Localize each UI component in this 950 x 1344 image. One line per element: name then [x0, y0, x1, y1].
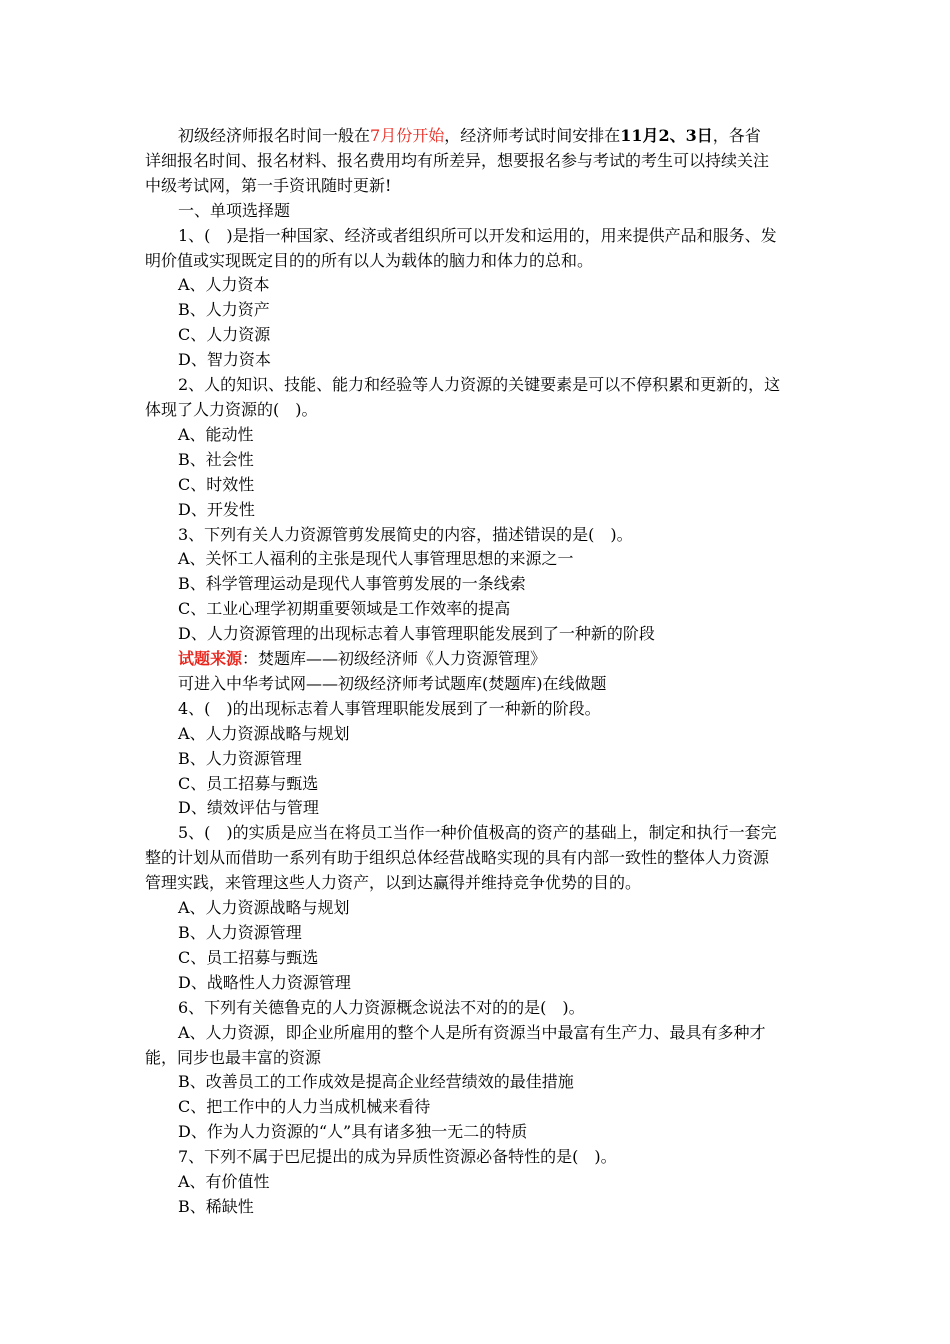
intro-text: ，各省	[712, 126, 761, 145]
intro-line-1	[145, 124, 807, 149]
question-3-option-d: D、人力资源管理的出现标志着人事管理职能发展到了一种新的阶段	[178, 624, 655, 644]
question-1-option-b: B、人力资产	[178, 300, 270, 320]
question-6-option-d: D、作为人力资源的“人”具有诸多独一无二的特质	[178, 1122, 528, 1142]
source-label: 试题来源	[178, 649, 243, 669]
question-5-stem-cont: 管理实践，来管理这些人力资产，以到达赢得并维持竞争优势的目的。	[145, 873, 642, 893]
question-2-option-c: C、时效性	[178, 474, 255, 494]
question-5-option-a: A、人力资源战略与规划	[178, 898, 350, 918]
intro-line-2: 详细报名时间、报名材料、报名费用均有所差异，想要报名参与考试的考生可以持续关注	[145, 150, 770, 170]
intro-text: ，经济师考试时间安排在	[444, 126, 621, 145]
question-3-option-b: B、科学管理运动是现代人事管剪发展的一条线索	[178, 574, 526, 594]
question-6-stem: 6、下列有关德鲁克的人力资源概念说法不对的的是( )。	[178, 997, 585, 1017]
question-6-option-a: A、人力资源，即企业所雇用的整个人是所有资源当中最富有生产力、最具有多种才	[178, 1022, 766, 1042]
question-2-stem: 2、人的知识、技能、能力和经验等人力资源的关键要素是可以不停积累和更新的，这	[178, 375, 781, 395]
question-7-option-a: A、有价值性	[178, 1172, 270, 1192]
question-3-option-a: A、关怀工人福利的主张是现代人事管理思想的来源之一	[178, 549, 574, 569]
question-4-option-a: A、人力资源战略与规划	[178, 723, 350, 743]
source-link-line: 可进入中华考试网——初级经济师考试题库(焚题库)在线做题	[178, 673, 607, 693]
intro-text: 初级经济师报名时间一般在	[178, 126, 371, 145]
intro-highlight-date: 7月份开始	[370, 126, 445, 145]
question-4-stem: 4、( )的出现标志着人事管理职能发展到了一种新的阶段。	[178, 698, 601, 718]
question-1-option-a: A、人力资本	[178, 275, 270, 295]
question-5-option-b: B、人力资源管理	[178, 923, 302, 942]
question-5-stem: 5、( )的实质是应当在将员工当作一种价值极高的资产的基础上，制定和执行一套完	[178, 823, 777, 843]
question-5-stem-cont: 整的计划从而借助一系列有助于组织总体经营战略实现的具有内部一致性的整体人力资源	[145, 848, 770, 868]
intro-line-3: 中级考试网，第一手资讯随时更新!	[145, 175, 392, 195]
question-2-option-b: B、社会性	[178, 449, 254, 469]
question-3-option-c: C、工业心理学初期重要领域是工作效率的提高	[178, 599, 511, 619]
question-6-option-c: C、把工作中的人力当成机械来看待	[178, 1097, 431, 1117]
question-4-option-c: C、员工招募与甄选	[178, 773, 319, 793]
question-6-option-a-cont: 能，同步也最丰富的资源	[145, 1047, 322, 1067]
question-1-stem: 1、( )是指一种国家、经济或者组织所可以开发和运用的，用来提供产品和服务、发	[178, 225, 777, 245]
question-5-option-c: C、员工招募与甄选	[178, 947, 319, 967]
question-2-option-a: A、能动性	[178, 424, 254, 444]
intro-exam-date: 11月2、3日	[620, 126, 713, 145]
question-7-option-b: B、稀缺性	[178, 1196, 254, 1216]
source-text: ：焚题库——初级经济师《人力资源管理》	[242, 649, 547, 669]
question-1-stem-cont: 明价值或实现既定目的的所有以人为载体的脑力和体力的总和。	[145, 250, 594, 270]
question-2-option-d: D、开发性	[178, 499, 255, 519]
question-1-option-c: C、人力资源	[178, 325, 271, 345]
section-title: 一、单项选择题	[178, 200, 291, 220]
question-1-option-d: D、智力资本	[178, 350, 271, 370]
question-7-stem: 7、下列不属于巴尼提出的成为异质性资源必备特性的是( )。	[178, 1147, 617, 1167]
question-6-option-b: B、改善员工的工作成效是提高企业经营绩效的最佳措施	[178, 1072, 574, 1092]
source-line	[145, 647, 807, 672]
question-4-option-d: D、绩效评估与管理	[178, 798, 319, 818]
question-4-option-b: B、人力资源管理	[178, 748, 302, 768]
question-2-stem-cont: 体现了人力资源的( )。	[145, 399, 318, 419]
question-5-option-d: D、战略性人力资源管理	[178, 972, 351, 992]
question-3-stem: 3、下列有关人力资源管剪发展简史的内容，描述错误的是( )。	[178, 524, 633, 544]
document-body	[145, 124, 807, 1220]
